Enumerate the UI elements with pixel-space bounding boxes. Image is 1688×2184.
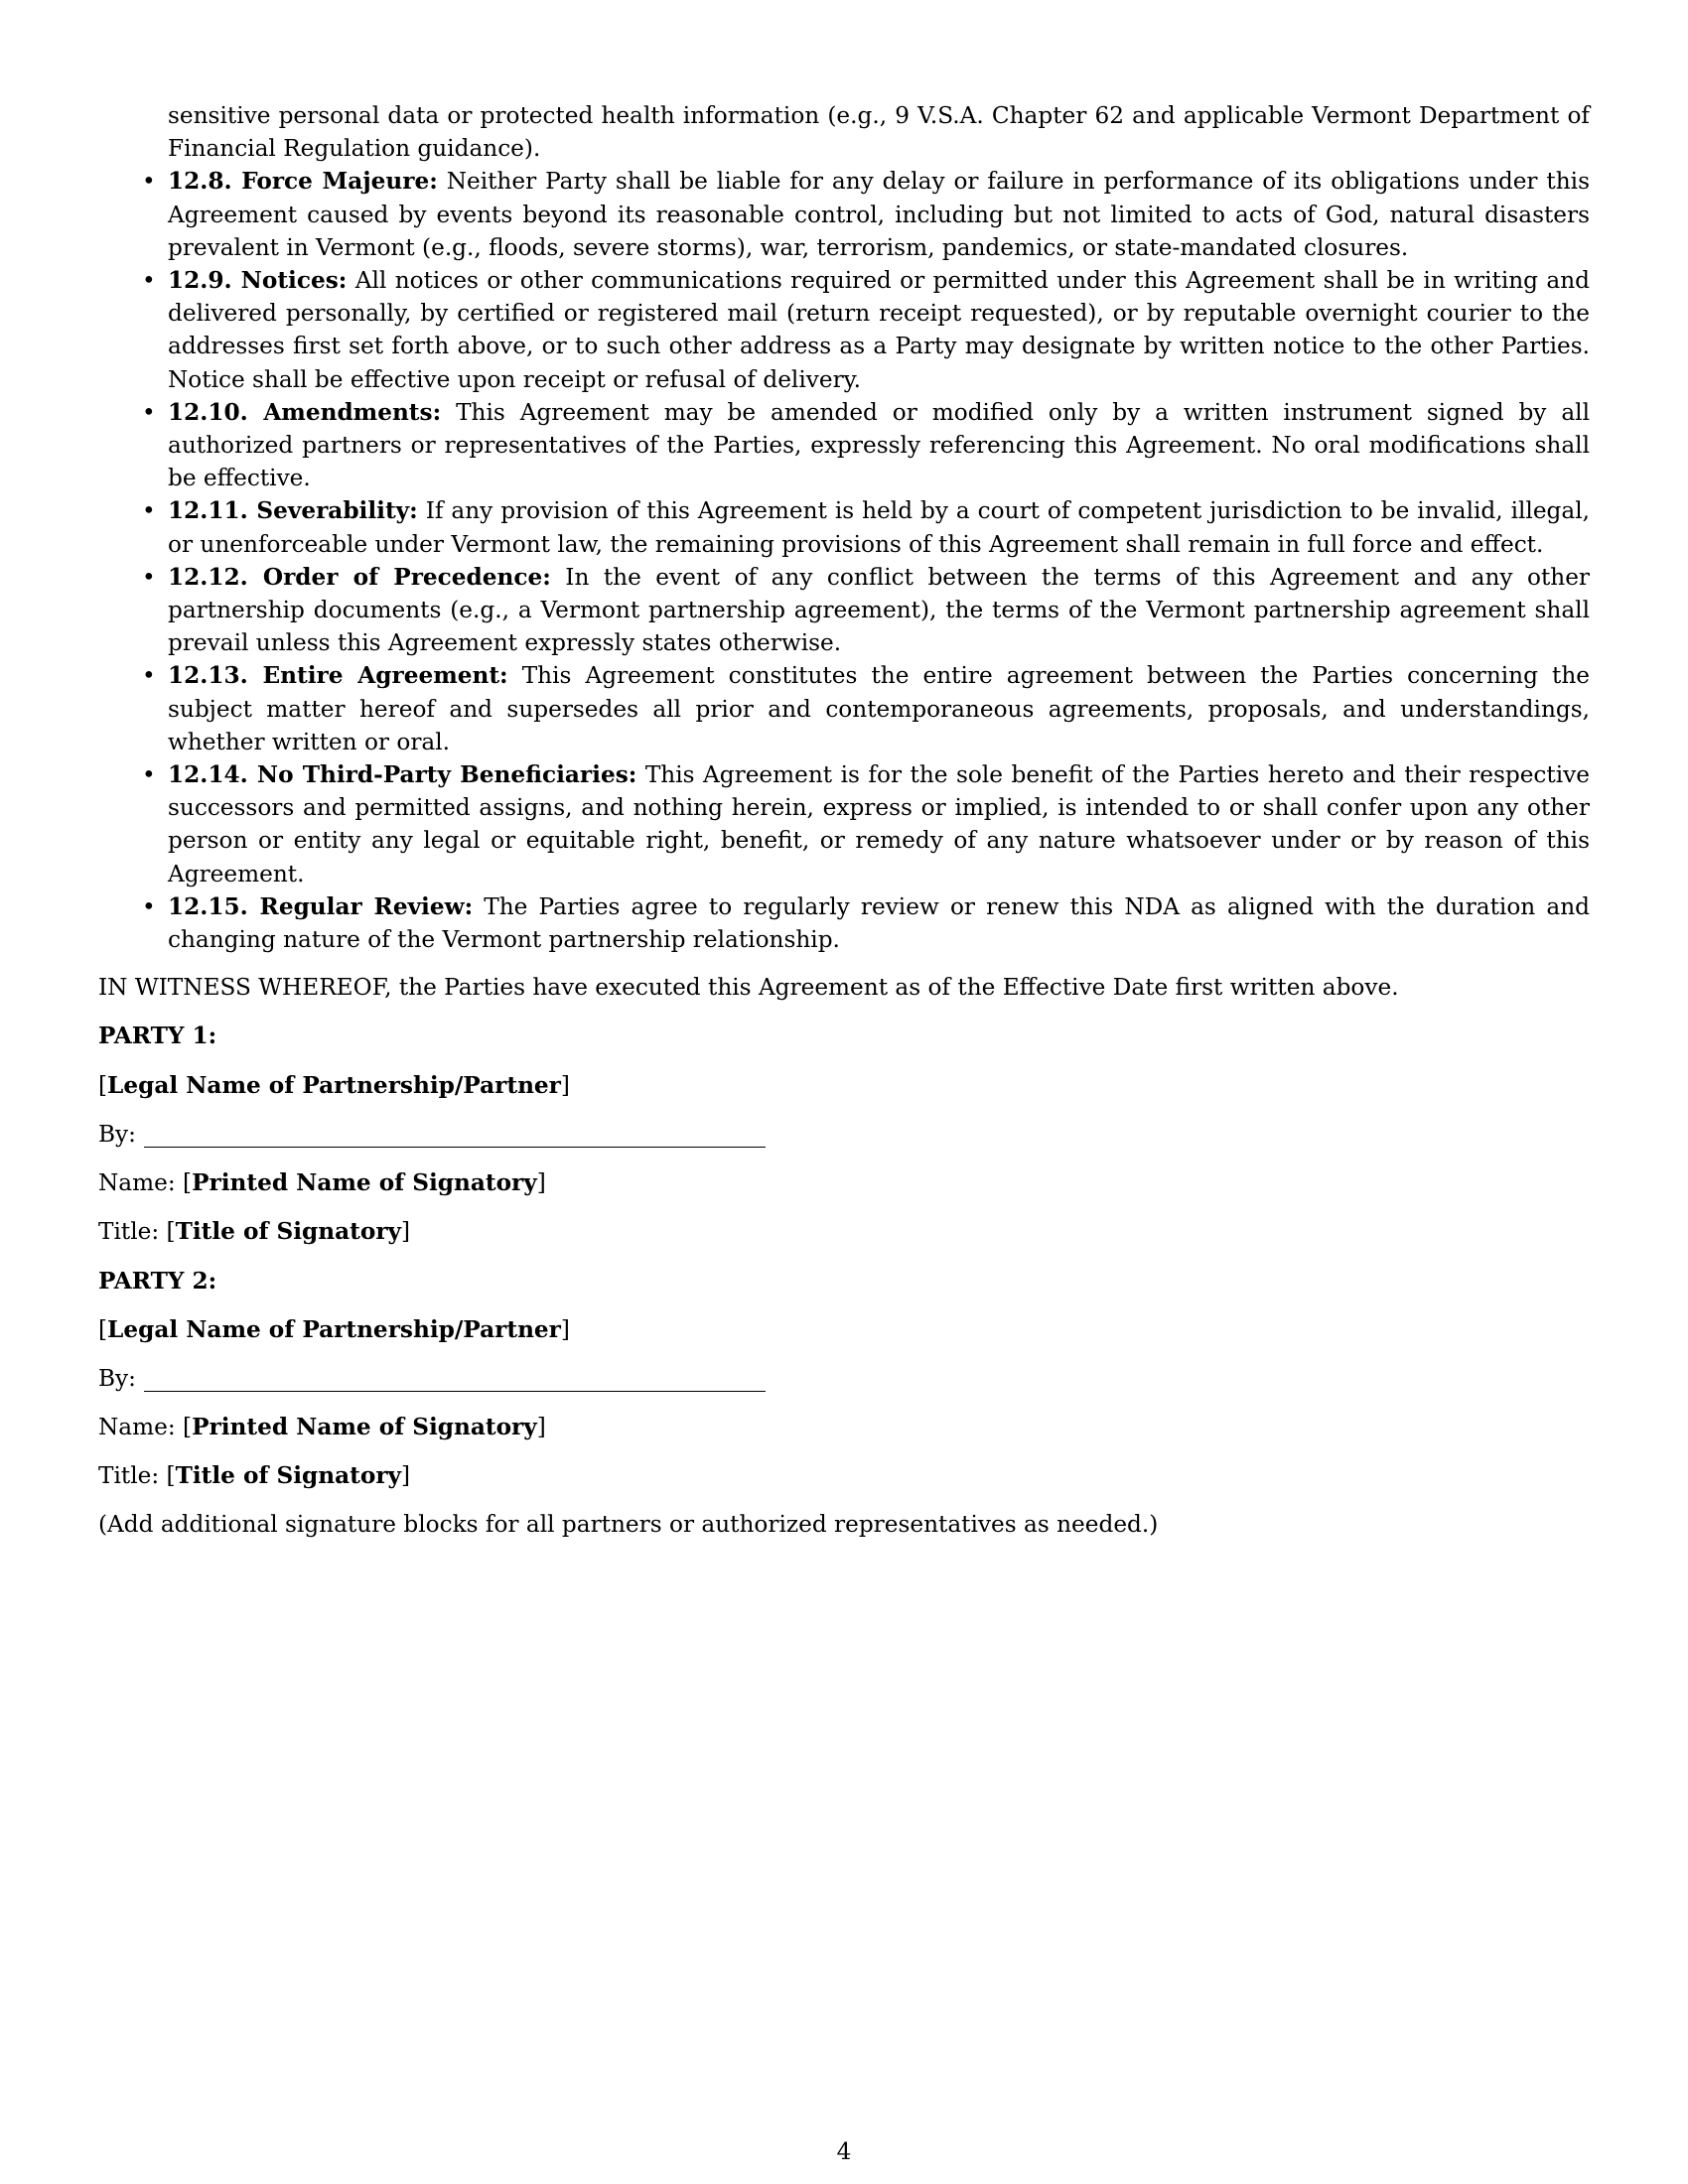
clause-12-11 [98, 494, 1590, 560]
title-placeholder: Title of Signatory [175, 1462, 402, 1490]
clause-12-8 [98, 165, 1590, 264]
bullet-icon: • [142, 662, 156, 690]
document-body [98, 99, 1590, 1541]
clause-title: Amendments: [263, 398, 442, 426]
closing-note: (Add additional signature blocks for all partners or authorized representatives as needed.) [98, 1510, 1159, 1538]
clause-heading [168, 761, 636, 788]
clause-title: Order of Precedence: [262, 563, 551, 591]
clause-heading [168, 564, 551, 591]
clause-heading [168, 168, 438, 195]
printed-name-placeholder: Printed Name of Signatory [192, 1169, 537, 1197]
bullet-icon: • [142, 892, 156, 920]
party-1-label: PARTY 1: [98, 1023, 217, 1050]
clause-number: 12.12. [168, 563, 248, 591]
bullet-icon: • [142, 563, 156, 591]
bullet-icon: • [142, 497, 156, 525]
legal-name-placeholder: Legal Name of Partnership/Partner [107, 1315, 561, 1343]
bullet-icon: • [142, 168, 156, 196]
clause-body: This Agreement is for the sole benefit of the Parties hereto and their respective successors and permitted assigns, and nothing herein, express or implied, is intended to or shall confer upon any other person or entity any legal or equitable right, benefit, or remedy of any nature whatsoever under or by reason of this Agreement. [168, 761, 1590, 887]
clause-12-10 [98, 396, 1590, 495]
clause-title: Entire Agreement: [262, 662, 508, 690]
clause-body: The Parties agree to regularly review or renew this NDA as aligned with the duration and changing nature of the Vermont partnership relationship. [168, 892, 1590, 954]
party-2-title-row: Title: [Title of Signatory] [98, 1462, 411, 1490]
clause-body: This Agreement may be amended or modified only by a written instrument signed by all authorized partners or representatives of the Parties, expressly referencing this Agreement. No oral modifications shall be effective. [168, 398, 1590, 492]
clause-12-13 [98, 659, 1590, 758]
clause-heading [168, 399, 441, 426]
page-number: 4 [836, 2138, 852, 2165]
clause-number: 12.13. [168, 662, 248, 690]
party-2-name-row: Name: [Printed Name of Signatory] [98, 1414, 546, 1441]
by-label: By: [98, 1120, 136, 1148]
name-label: Name: [98, 1414, 176, 1441]
party-2-signature-row [98, 1362, 1590, 1395]
party-1-legal-name: [Legal Name of Partnership/Partner] [98, 1071, 570, 1099]
party-1-name-row: Name: [Printed Name of Signatory] [98, 1169, 546, 1197]
clause-title: No Third-Party Beneficiaries: [256, 761, 637, 789]
clause-number: 12.9. [168, 267, 232, 295]
clause-heading [168, 662, 508, 689]
clause-body: Neither Party shall be liable for any delay or failure in performance of its obligations under this Agreement caused by events beyond its reasonable control, including but not limited to acts of God, natural disasters prevalent in Vermont (e.g., floods, severe storms), war, terrorism, pandemics, or state-mandated closures. [168, 168, 1590, 261]
clause-number: 12.14. [168, 761, 248, 789]
continuation-paragraph: sensitive personal data or protected health information (e.g., 9 V.S.A. Chapter 62 and applicable Vermont Department of Financial Regulation guidance). [168, 102, 1590, 163]
bullet-icon: • [142, 267, 156, 295]
clause-number: 12.11. [168, 497, 248, 525]
clause-number: 12.10. [168, 398, 248, 426]
clause-heading [168, 267, 347, 294]
clause-heading [168, 893, 473, 920]
clause-12-15 [98, 890, 1590, 956]
clause-title: Force Majeure: [241, 168, 438, 196]
clause-12-12 [98, 561, 1590, 660]
party-2-legal-name: [Legal Name of Partnership/Partner] [98, 1315, 570, 1343]
clause-12-9 [98, 264, 1590, 396]
clause-number: 12.15. [168, 892, 248, 920]
clause-list [98, 165, 1590, 956]
clause-title: Regular Review: [259, 892, 474, 920]
title-label: Title: [98, 1218, 160, 1246]
title-placeholder: Title of Signatory [175, 1218, 402, 1246]
clause-body: In the event of any conflict between the terms of this Agreement and any other partnership documents (e.g., a Vermont partnership agreement), the terms of the Vermont partnership agreement shall prevail unless this Agreement expressly states otherwise. [168, 563, 1591, 657]
legal-name-placeholder: Legal Name of Partnership/Partner [107, 1071, 561, 1099]
bullet-icon: • [142, 761, 156, 789]
clause-12-14 [98, 758, 1590, 890]
party-1-signature-row [98, 1118, 1590, 1151]
clause-title: Severability: [256, 497, 418, 525]
clause-body: If any provision of this Agreement is held by a court of competent jurisdiction to be invalid, illegal, or unenforceable under Vermont law, the remaining provisions of this Agreement shall remain in full force and effect. [168, 497, 1591, 558]
title-label: Title: [98, 1462, 160, 1490]
name-label: Name: [98, 1169, 176, 1197]
clause-heading [168, 497, 418, 524]
clause-body: This Agreement constitutes the entire agreement between the Parties concerning the subject matter hereof and supersedes all prior and contemporaneous agreements, proposals, and understandings, whether written or oral. [168, 662, 1591, 755]
party-2-label: PARTY 2: [98, 1267, 217, 1295]
signature-line[interactable] [144, 1390, 766, 1392]
clause-body: All notices or other communications required or permitted under this Agreement shall be in writing and delivered personally, by certified or registered mail (return receipt requested), or by reputable overnight courier to the addresses first set forth above, or to such other address as a Party may designate by written notice to the other Parties. Notice shall be effective upon receipt or refusal of delivery. [168, 267, 1591, 393]
clause-number: 12.8. [168, 168, 232, 196]
party-1-title-row: Title: [Title of Signatory] [98, 1218, 411, 1246]
bullet-icon: • [142, 398, 156, 426]
witness-statement: IN WITNESS WHEREOF, the Parties have executed this Agreement as of the Effective Date first written above. [98, 974, 1399, 1002]
clause-title: Notices: [240, 267, 348, 295]
signature-line[interactable] [144, 1146, 766, 1148]
printed-name-placeholder: Printed Name of Signatory [192, 1414, 537, 1441]
by-label: By: [98, 1364, 136, 1392]
